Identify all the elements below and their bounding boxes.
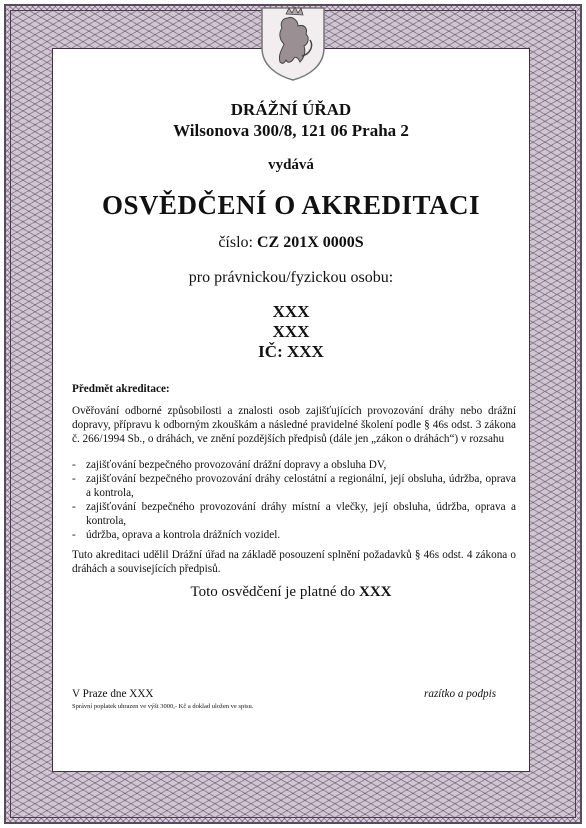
fee-note: Správní poplatek uhrazen ve výši 3000,- Kč a doklad uložen ve spisu. [72, 703, 254, 710]
issuer-name: DRÁŽNÍ ÚŘAD [230, 100, 352, 119]
validity-text: Toto osvědčení je platné do [190, 584, 356, 600]
number-value: CZ 201X 0000S [256, 234, 364, 251]
holder-line1: XXX [272, 302, 310, 321]
holder-line2: XXX [272, 322, 310, 341]
certificate-number [52, 234, 530, 252]
place-date: V Praze dne XXX [72, 688, 154, 700]
holder-id-label: IČ: [258, 342, 283, 361]
list-item: - údržba, oprava a kontrola drážních vozidel. [72, 528, 516, 542]
list-item: - zajišťování bezpečného provozování dráhy místní a vlečky, její obsluha, údržba, oprava a kontrola, [72, 500, 516, 528]
holder-id [52, 342, 530, 362]
stamp-note: razítko a podpis [424, 688, 497, 700]
for-label: pro právnickou/fyzickou osobu: [188, 269, 394, 286]
subject-closing: Tuto akreditaci udělil Drážní úřad na základě posouzení splnění požadavků § 46s odst. 4 zákona o dráhách a souvisejících předpisů. [72, 549, 516, 575]
holder-id-value: XXX [286, 342, 324, 361]
list-item: - zajišťování bezpečného provozování dráhy celostátní a regionální, její obsluha, údržba, oprava a kontrola, [72, 472, 516, 500]
issues-word: vydává [268, 157, 314, 173]
subject-heading: Předmět akreditace: [72, 383, 170, 395]
validity-value: XXX [359, 584, 392, 600]
issuer-address: Wilsonova 300/8, 121 06 Praha 2 [173, 121, 409, 140]
number-label: číslo: [218, 234, 253, 251]
subject-paragraph: Ověřování odborné způsobilosti a znalosti osob zajišťujících provozování dráhy nebo drážní dopravy, přípravu k odborným zkouškám a následné pravidelné školení podle § 46s odst. 3 zákona č. 266/1994 Sb., o dráhách, ve znění pozdějších předpisů (dále jen „zákon o dráhách“) v rozsahu [72, 405, 516, 445]
page-title: OSVĚDČENÍ O AKREDITACI [101, 190, 481, 220]
validity [52, 584, 530, 601]
list-item: - zajišťování bezpečného provozování drážní dopravy a obsluha DV, [72, 458, 516, 472]
scope-list [72, 458, 516, 542]
